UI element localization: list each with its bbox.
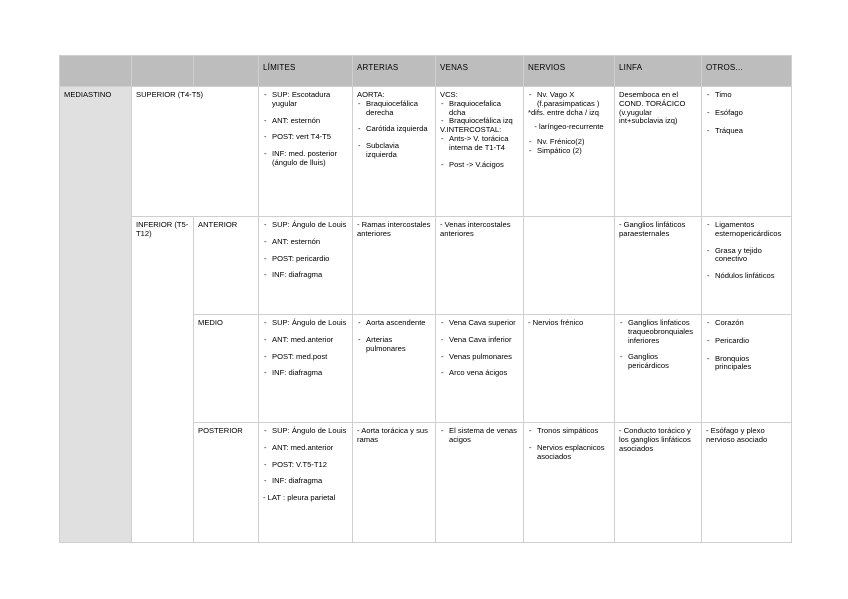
list-item: - SUP: Ángulo de Louis bbox=[263, 221, 348, 230]
medio-limites bbox=[259, 315, 353, 423]
posterior-linfa: - Conducto torácico y los ganglios linfáticos asociados bbox=[615, 423, 702, 543]
list-item: - Vena Cava superior bbox=[440, 319, 519, 328]
superior-nervios bbox=[524, 87, 615, 217]
superior-venas bbox=[436, 87, 524, 217]
header-arterias: ARTERIAS bbox=[353, 56, 436, 87]
list-item: - ANT: esternón bbox=[263, 238, 348, 247]
list-item: - POST: V.T5-T12 bbox=[263, 461, 348, 470]
list-item: - Aorta ascendente bbox=[357, 319, 431, 328]
list-item: - ANT: med.anterior bbox=[263, 336, 348, 345]
superior-otros bbox=[702, 87, 792, 217]
list-item: - POST: vert T4-T5 bbox=[263, 133, 348, 142]
header-venas: VENAS bbox=[436, 56, 524, 87]
list-item: - Arco vena ácigos bbox=[440, 369, 519, 378]
mediastino-label: MEDIASTINO bbox=[60, 87, 132, 543]
header-otros: OTROS... bbox=[702, 56, 792, 87]
subregion-anterior: ANTERIOR bbox=[194, 217, 259, 315]
list-item: - Ganglios linfaticos traqueobronquiales inferiores bbox=[619, 319, 697, 345]
mediastino-table bbox=[59, 55, 792, 543]
row-inferior-anterior bbox=[60, 217, 792, 315]
anterior-nervios bbox=[524, 217, 615, 315]
header-cell bbox=[132, 56, 194, 87]
list-item: - Nervios esplacnicos asociados bbox=[528, 444, 610, 462]
list-item: - Braquiocefálica izq bbox=[440, 117, 519, 126]
superior-limites bbox=[259, 87, 353, 217]
list-item: - INF: diafragma bbox=[263, 369, 348, 378]
list-item: - Nv. Vago X (f.parasimpaticas ) bbox=[528, 91, 610, 109]
list-item: - POST: pericardio bbox=[263, 255, 348, 264]
difs-note: *difs. entre dcha / izq bbox=[528, 107, 599, 117]
list-item: - Braquiocefalica dcha bbox=[440, 100, 519, 118]
region-inferior: INFERIOR (T5-T12) bbox=[132, 217, 194, 543]
list-item: - ANT: med.anterior bbox=[263, 444, 348, 453]
vint-title: V.INTERCOSTAL: bbox=[440, 125, 502, 135]
list-item: - INF: diafragma bbox=[263, 271, 348, 280]
list-item: - Nódulos linfáticos bbox=[706, 272, 787, 281]
region-superior: SUPERIOR (T4-T5) bbox=[132, 87, 259, 217]
list-item: - Subclavia izquierda bbox=[357, 142, 431, 160]
header-limites: LÍMITES bbox=[259, 56, 353, 87]
medio-otros bbox=[702, 315, 792, 423]
list-item: - INF: diafragma bbox=[263, 477, 348, 486]
medio-venas bbox=[436, 315, 524, 423]
list-item: - Simpático (2) bbox=[528, 147, 610, 156]
list-item: - Ganglios pericárdicos bbox=[619, 353, 697, 371]
posterior-limites bbox=[259, 423, 353, 543]
posterior-arterias: - Aorta torácica y sus ramas bbox=[353, 423, 436, 543]
medio-nervios: - Nervios frénico bbox=[524, 315, 615, 423]
subregion-medio: MEDIO bbox=[194, 315, 259, 423]
list-item: - El sistema de venas acigos bbox=[440, 427, 519, 445]
posterior-otros: - Esófago y plexo nervioso asociado bbox=[702, 423, 792, 543]
list-item: - Timo bbox=[706, 91, 787, 100]
anterior-otros bbox=[702, 217, 792, 315]
superior-arterias bbox=[353, 87, 436, 217]
list-item: - SUP: Ángulo de Louis bbox=[263, 319, 348, 328]
posterior-nervios bbox=[524, 423, 615, 543]
list-item: - SUP: Ángulo de Louis bbox=[263, 427, 348, 436]
header-linfa: LINFA bbox=[615, 56, 702, 87]
list-item: - SUP: Escotadura yugular bbox=[263, 91, 348, 109]
lat-note: - LAT : pleura parietal bbox=[263, 493, 336, 503]
list-item: - Carótida izquierda bbox=[357, 125, 431, 134]
superior-linfa: Desemboca en el COND. TORÁCICO (v.yugular int+subclavia izq) bbox=[615, 87, 702, 217]
list-item: - Vena Cava inferior bbox=[440, 336, 519, 345]
subregion-posterior: POSTERIOR bbox=[194, 423, 259, 543]
header-cell bbox=[60, 56, 132, 87]
aorta-title: AORTA: bbox=[357, 90, 385, 99]
list-item: - Nv. Frénico(2) bbox=[528, 138, 610, 147]
row-superior bbox=[60, 87, 792, 217]
list-item: - Tronos simpáticos bbox=[528, 427, 610, 436]
list-item: - Grasa y tejido conectivo bbox=[706, 247, 787, 265]
list-item: - Bronquios principales bbox=[706, 355, 787, 373]
header-row bbox=[60, 56, 792, 87]
anterior-venas: - Venas intercostales anteriores bbox=[436, 217, 524, 315]
medio-linfa bbox=[615, 315, 702, 423]
list-item: - Venas pulmonares bbox=[440, 353, 519, 362]
anterior-linfa: - Ganglios linfáticos paraesternales bbox=[615, 217, 702, 315]
anterior-limites bbox=[259, 217, 353, 315]
list-item: - Pericardio bbox=[706, 337, 787, 346]
posterior-venas bbox=[436, 423, 524, 543]
header-cell bbox=[194, 56, 259, 87]
list-item: - ANT: esternón bbox=[263, 117, 348, 126]
list-item: - Ants-> V. torácica interna de T1-T4 bbox=[440, 135, 519, 153]
anterior-arterias: - Ramas intercostales anteriores bbox=[353, 217, 436, 315]
list-item: - Ligamentos esternopericárdicos bbox=[706, 221, 787, 239]
list-item: - INF: med. posterior (ángulo de lluis) bbox=[263, 150, 348, 168]
header-nervios: NERVIOS bbox=[524, 56, 615, 87]
list-item: - Esófago bbox=[706, 109, 787, 118]
list-item: - Corazón bbox=[706, 319, 787, 328]
laringeo-note: - laríngeo-recurrente bbox=[534, 122, 604, 132]
list-item: - Arterias pulmonares bbox=[357, 336, 431, 354]
medio-arterias bbox=[353, 315, 436, 423]
vcs-title: VCS: bbox=[440, 90, 458, 99]
list-item: - Post -> V.ácigos bbox=[440, 161, 519, 170]
list-item: - Braquiocefálica derecha bbox=[357, 100, 431, 118]
list-item: - Tráquea bbox=[706, 127, 787, 136]
list-item: - POST: med.post bbox=[263, 353, 348, 362]
